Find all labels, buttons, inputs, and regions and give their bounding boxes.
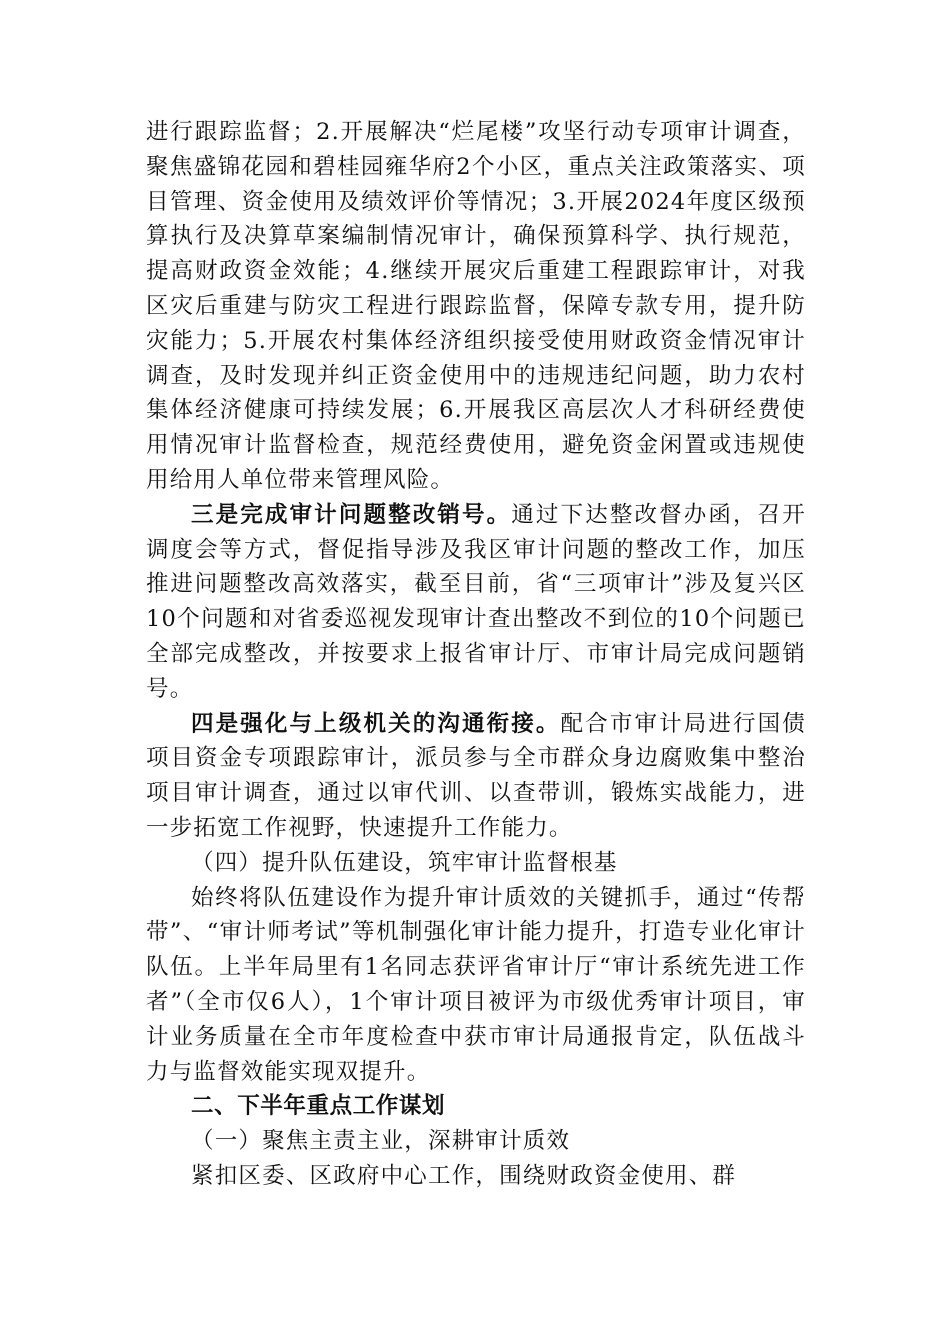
subheading-team-building: （四）提升队伍建设，筑牢审计监督根基 <box>191 849 618 876</box>
paragraph-body-rectification: 通过下达整改督办函，召开调度会等方式，督促指导涉及我区审计问题的整改工作，加压推进问题整改高效落实，截至目前，省“三项审计”涉及复兴区10个问题和对省委巡视发现审计查出整改不到位的10个问题已全部完成整改，并按要求上报省审计厅、市审计局完成问题销号。 <box>146 501 806 702</box>
document-body <box>146 115 806 1194</box>
subheading-core-duties: （一）聚焦主责主业，深耕审计质效 <box>191 1128 571 1155</box>
section-heading-second-half-plan: 二、下半年重点工作谋划 <box>191 1093 446 1120</box>
paragraph-lead-rectification: 三是完成审计问题整改销号。 <box>191 501 512 528</box>
paragraph-team-building: 始终将队伍建设作为提升审计质效的关键抓手，通过“传帮带”、“审计师考试”等机制强化审计能力提升，打造专业化审计队伍。上半年局里有1名同志获评省审计厅“审计系统先进工作者”（全市仅6人），1个审计项目被评为市级优秀审计项目，审计业务质量在全市年度检查中获市审计局通报肯定，队伍战斗力与监督效能实现双提升。 <box>146 884 806 1085</box>
paragraph-coordination <box>146 707 806 846</box>
paragraph-rectification <box>146 498 806 707</box>
paragraph-lead-coordination: 四是强化与上级机关的沟通衔接。 <box>191 710 561 737</box>
paragraph-body-coordination: 配合市审计局进行国债项目资金专项跟踪审计，派员参与全市群众身边腐败集中整治项目审计调查，通过以审代训、以查带训，锻炼实战能力，进一步拓宽工作视野，快速提升工作能力。 <box>146 710 806 841</box>
paragraph-core-duties: 紧扣区委、区政府中心工作，围绕财政资金使用、群 <box>191 1162 737 1189</box>
paragraph-audit-projects: 进行跟踪监督；2.开展解决“烂尾楼”攻坚行动专项审计调查，聚焦盛锦花园和碧桂园雍华府2个小区，重点关注政策落实、项目管理、资金使用及绩效评价等情况；3.开展2024年度区级预算执行及决算草案编制情况审计，确保预算科学、执行规范，提高财政资金效能；4.继续开展灾后重建工程跟踪审计，对我区灾后重建与防灾工程进行跟踪监督，保障专款专用，提升防灾能力；5.开展农村集体经济组织接受使用财政资金情况审计调查，及时发现并纠正资金使用中的违规违纪问题，助力农村集体经济健康可持续发展；6.开展我区高层次人才科研经费使用情况审计监督检查，规范经费使用，避免资金闲置或违规使用给用人单位带来管理风险。 <box>146 119 806 493</box>
